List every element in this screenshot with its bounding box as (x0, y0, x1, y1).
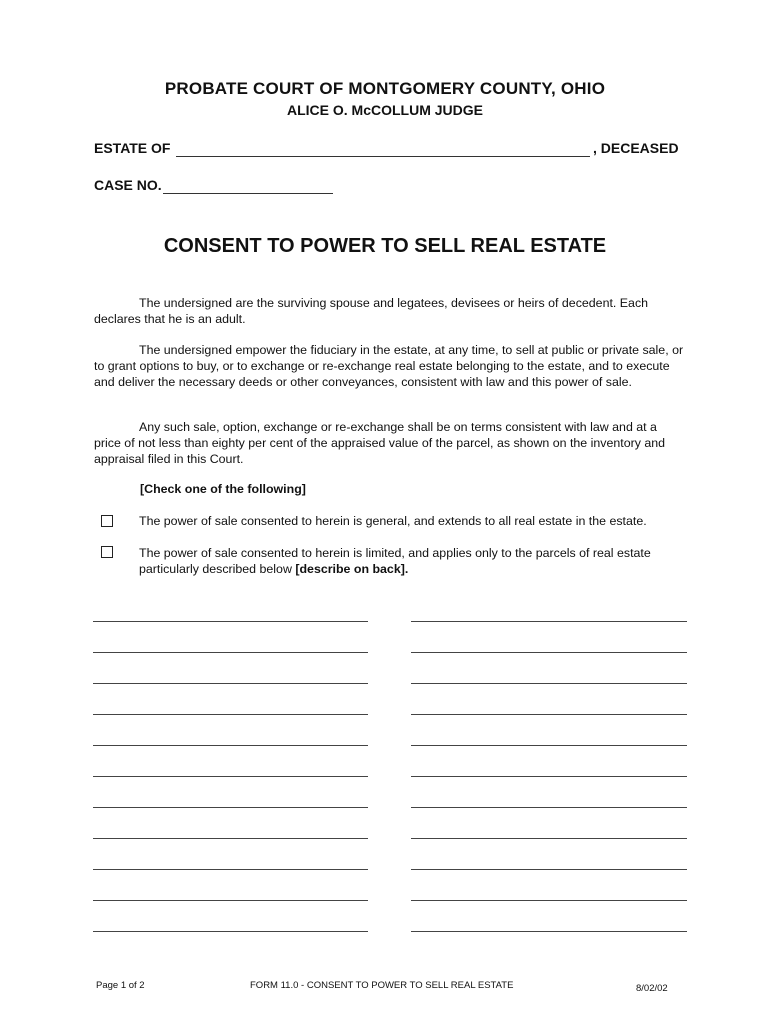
court-title: PROBATE COURT OF MONTGOMERY COUNTY, OHIO (164, 79, 606, 98)
signature-line-left-4[interactable] (93, 714, 368, 715)
case-number-field[interactable] (163, 193, 333, 194)
signature-line-right-11[interactable] (411, 931, 687, 932)
signature-line-left-9[interactable] (93, 869, 368, 870)
limited-power-checkbox[interactable] (101, 546, 113, 558)
signature-line-right-8[interactable] (411, 838, 687, 839)
form-identifier: FORM 11.0 - CONSENT TO POWER TO SELL REAL ESTATE (250, 980, 514, 991)
signature-line-left-5[interactable] (93, 745, 368, 746)
limited-power-option-text: The power of sale consented to herein is limited, and applies only to the parcels of real estate particularly described below (139, 546, 651, 576)
signature-line-right-6[interactable] (411, 776, 687, 777)
document-title: CONSENT TO POWER TO SELL REAL ESTATE (163, 235, 607, 257)
signature-line-right-10[interactable] (411, 900, 687, 901)
form-date: 8/02/02 (636, 983, 668, 994)
paragraph-empower-fiduciary: The undersigned empower the fiduciary in the estate, at any time, to sell at public or private sale, or to grant options to buy, or to exchange or re-exchange real estate belonging to the estate, and to execute and deliver the necessary deeds or other conveyances, consistent with law and this power of sale. (94, 343, 684, 389)
signature-line-right-9[interactable] (411, 869, 687, 870)
signature-line-left-10[interactable] (93, 900, 368, 901)
estate-label: ESTATE OF (94, 140, 171, 156)
paragraph-surviving-spouse: The undersigned are the surviving spouse and legatees, devisees or heirs of decedent. Each declares that he is an adult. (94, 296, 649, 326)
signature-line-left-11[interactable] (93, 931, 368, 932)
deceased-label: , DECEASED (593, 140, 679, 156)
signature-line-right-1[interactable] (411, 621, 687, 622)
signature-line-right-2[interactable] (411, 652, 687, 653)
signature-line-left-2[interactable] (93, 652, 368, 653)
check-instruction: [Check one of the following] (140, 482, 306, 496)
limited-power-option (139, 545, 699, 577)
signature-line-right-4[interactable] (411, 714, 687, 715)
case-number-label: CASE NO. (94, 177, 162, 193)
paragraph-sale-terms: Any such sale, option, exchange or re-exchange shall be on terms consistent with law and at a price of not less than eighty per cent of the appraised value of the parcel, as shown on the inventory and appraisal filed in this Court. (94, 420, 666, 466)
signature-line-right-7[interactable] (411, 807, 687, 808)
signature-line-left-3[interactable] (93, 683, 368, 684)
signature-line-left-6[interactable] (93, 776, 368, 777)
estate-name-field[interactable] (176, 156, 590, 157)
signature-line-left-7[interactable] (93, 807, 368, 808)
general-power-checkbox[interactable] (101, 515, 113, 527)
signature-line-right-3[interactable] (411, 683, 687, 684)
judge-name: ALICE O. McCOLLUM JUDGE (286, 102, 483, 118)
page-number: Page 1 of 2 (96, 980, 145, 991)
signature-line-right-5[interactable] (411, 745, 687, 746)
signature-line-left-8[interactable] (93, 838, 368, 839)
describe-on-back-note: [describe on back]. (295, 562, 409, 576)
signature-line-left-1[interactable] (93, 621, 368, 622)
general-power-option-text: The power of sale consented to herein is general, and extends to all real estate in the estate. (139, 514, 647, 528)
